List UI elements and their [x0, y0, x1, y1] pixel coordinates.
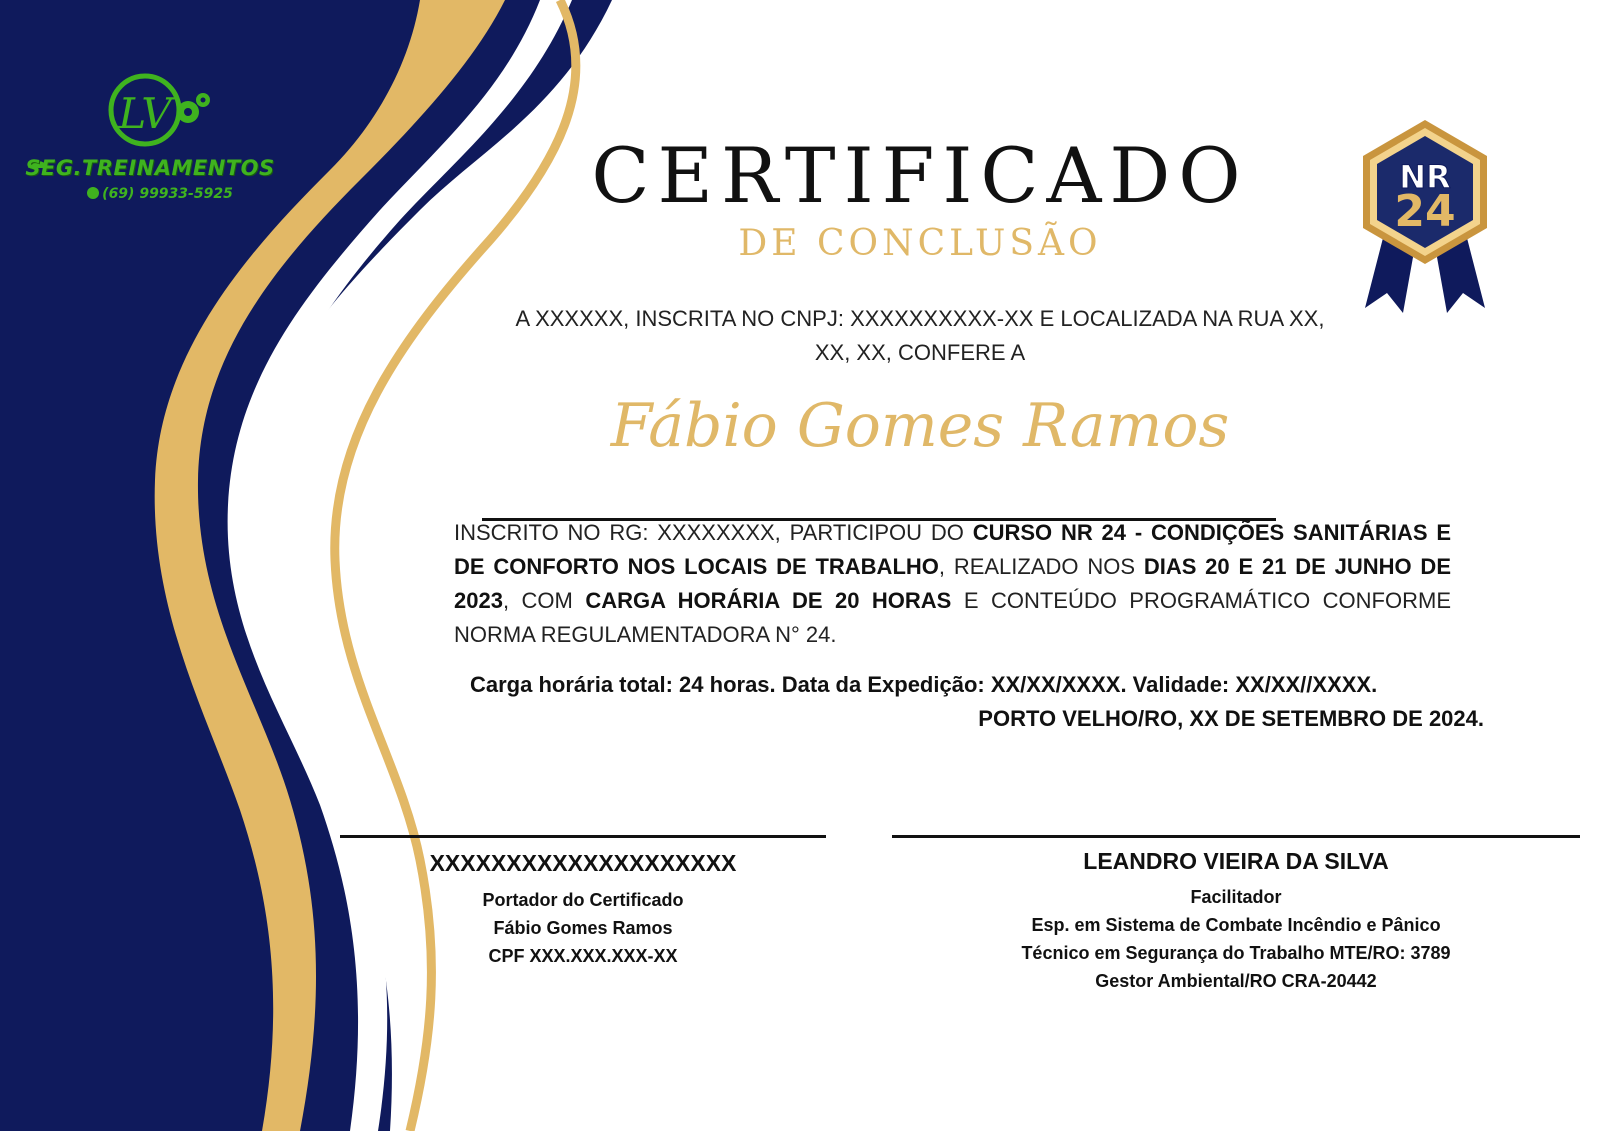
desc-part-4: E CONTEÚDO PROGRAMÁTICO CONFORME NORMA REGULAMENTADORA N° 24.: [454, 588, 1451, 647]
signature-left-info: [340, 886, 826, 970]
desc-dates: DIAS 20 E 21 DE JUNHO DE 2023: [454, 554, 1451, 613]
signature-right-name: LEANDRO VIEIRA DA SILVA: [1083, 848, 1389, 874]
signature-line-right: [892, 835, 1580, 838]
signature-left-role: Portador do Certificado: [482, 890, 684, 910]
signature-left-name: XXXXXXXXXXXXXXXXXXXX: [429, 850, 737, 876]
whatsapp-icon: [87, 187, 99, 199]
summary-block: [470, 668, 1520, 736]
signature-right-role: Facilitador: [1190, 887, 1282, 907]
gear-icon: [177, 93, 210, 123]
desc-workload: CARGA HORÁRIA DE 20 HORAS: [585, 588, 952, 613]
course-description: [454, 516, 1451, 652]
summary-line-1: Carga horária total: 24 horas. Data da Expedição: XX/XX/XXXX. Validade: XX/XX//XXXX.: [470, 672, 1378, 697]
logo-monogram: LV: [118, 89, 172, 138]
recipient-name: Fábio Gomes Ramos: [610, 391, 1230, 461]
nr24-badge-icon: [1345, 118, 1505, 318]
summary-line-2: PORTO VELHO/RO, XX DE SETEMBRO DE 2024.: [978, 706, 1484, 731]
signature-right-detail-2: Técnico em Segurança do Trabalho MTE/RO: 3789: [1021, 943, 1451, 963]
signature-left-detail-2: CPF XXX.XXX.XXX-XX: [488, 946, 678, 966]
desc-part-1: INSCRITO NO RG: XXXXXXXX, PARTICIPOU DO: [454, 520, 973, 545]
badge-line1: NR: [1399, 158, 1451, 196]
signature-line-left: [340, 835, 826, 838]
badge-line2: 24: [1394, 186, 1456, 237]
signature-right-detail-3: Gestor Ambiental/RO CRA-20442: [1095, 971, 1377, 991]
certificate-title: CERTIFICADO: [591, 131, 1249, 220]
logo-phone-number: (69) 99933-5925: [102, 186, 233, 202]
logo-name: SEG.TREINAMENTOS: [25, 156, 275, 180]
desc-course-name: CURSO NR 24 - CONDIÇÕES SANITÁRIAS E DE CONFORTO NOS LOCAIS DE TRABALHO: [454, 520, 1451, 579]
desc-part-3: , COM: [502, 588, 586, 613]
signature-right-detail-1: Esp. em Sistema de Combate Incêndio e Pânico: [1031, 915, 1441, 935]
issuer-text: A XXXXXX, INSCRITA NO CNPJ: XXXXXXXXXX-XX E LOCALIZADA NA RUA XX, XX, XX, CONFERE A: [515, 306, 1325, 365]
certificate-subtitle: DE CONCLUSÃO: [738, 223, 1102, 264]
signature-right-info: [892, 883, 1580, 995]
signature-left-detail-1: Fábio Gomes Ramos: [493, 918, 673, 938]
logo-phone: [60, 186, 260, 202]
desc-part-2: , REALIZADO NOS: [938, 554, 1144, 579]
